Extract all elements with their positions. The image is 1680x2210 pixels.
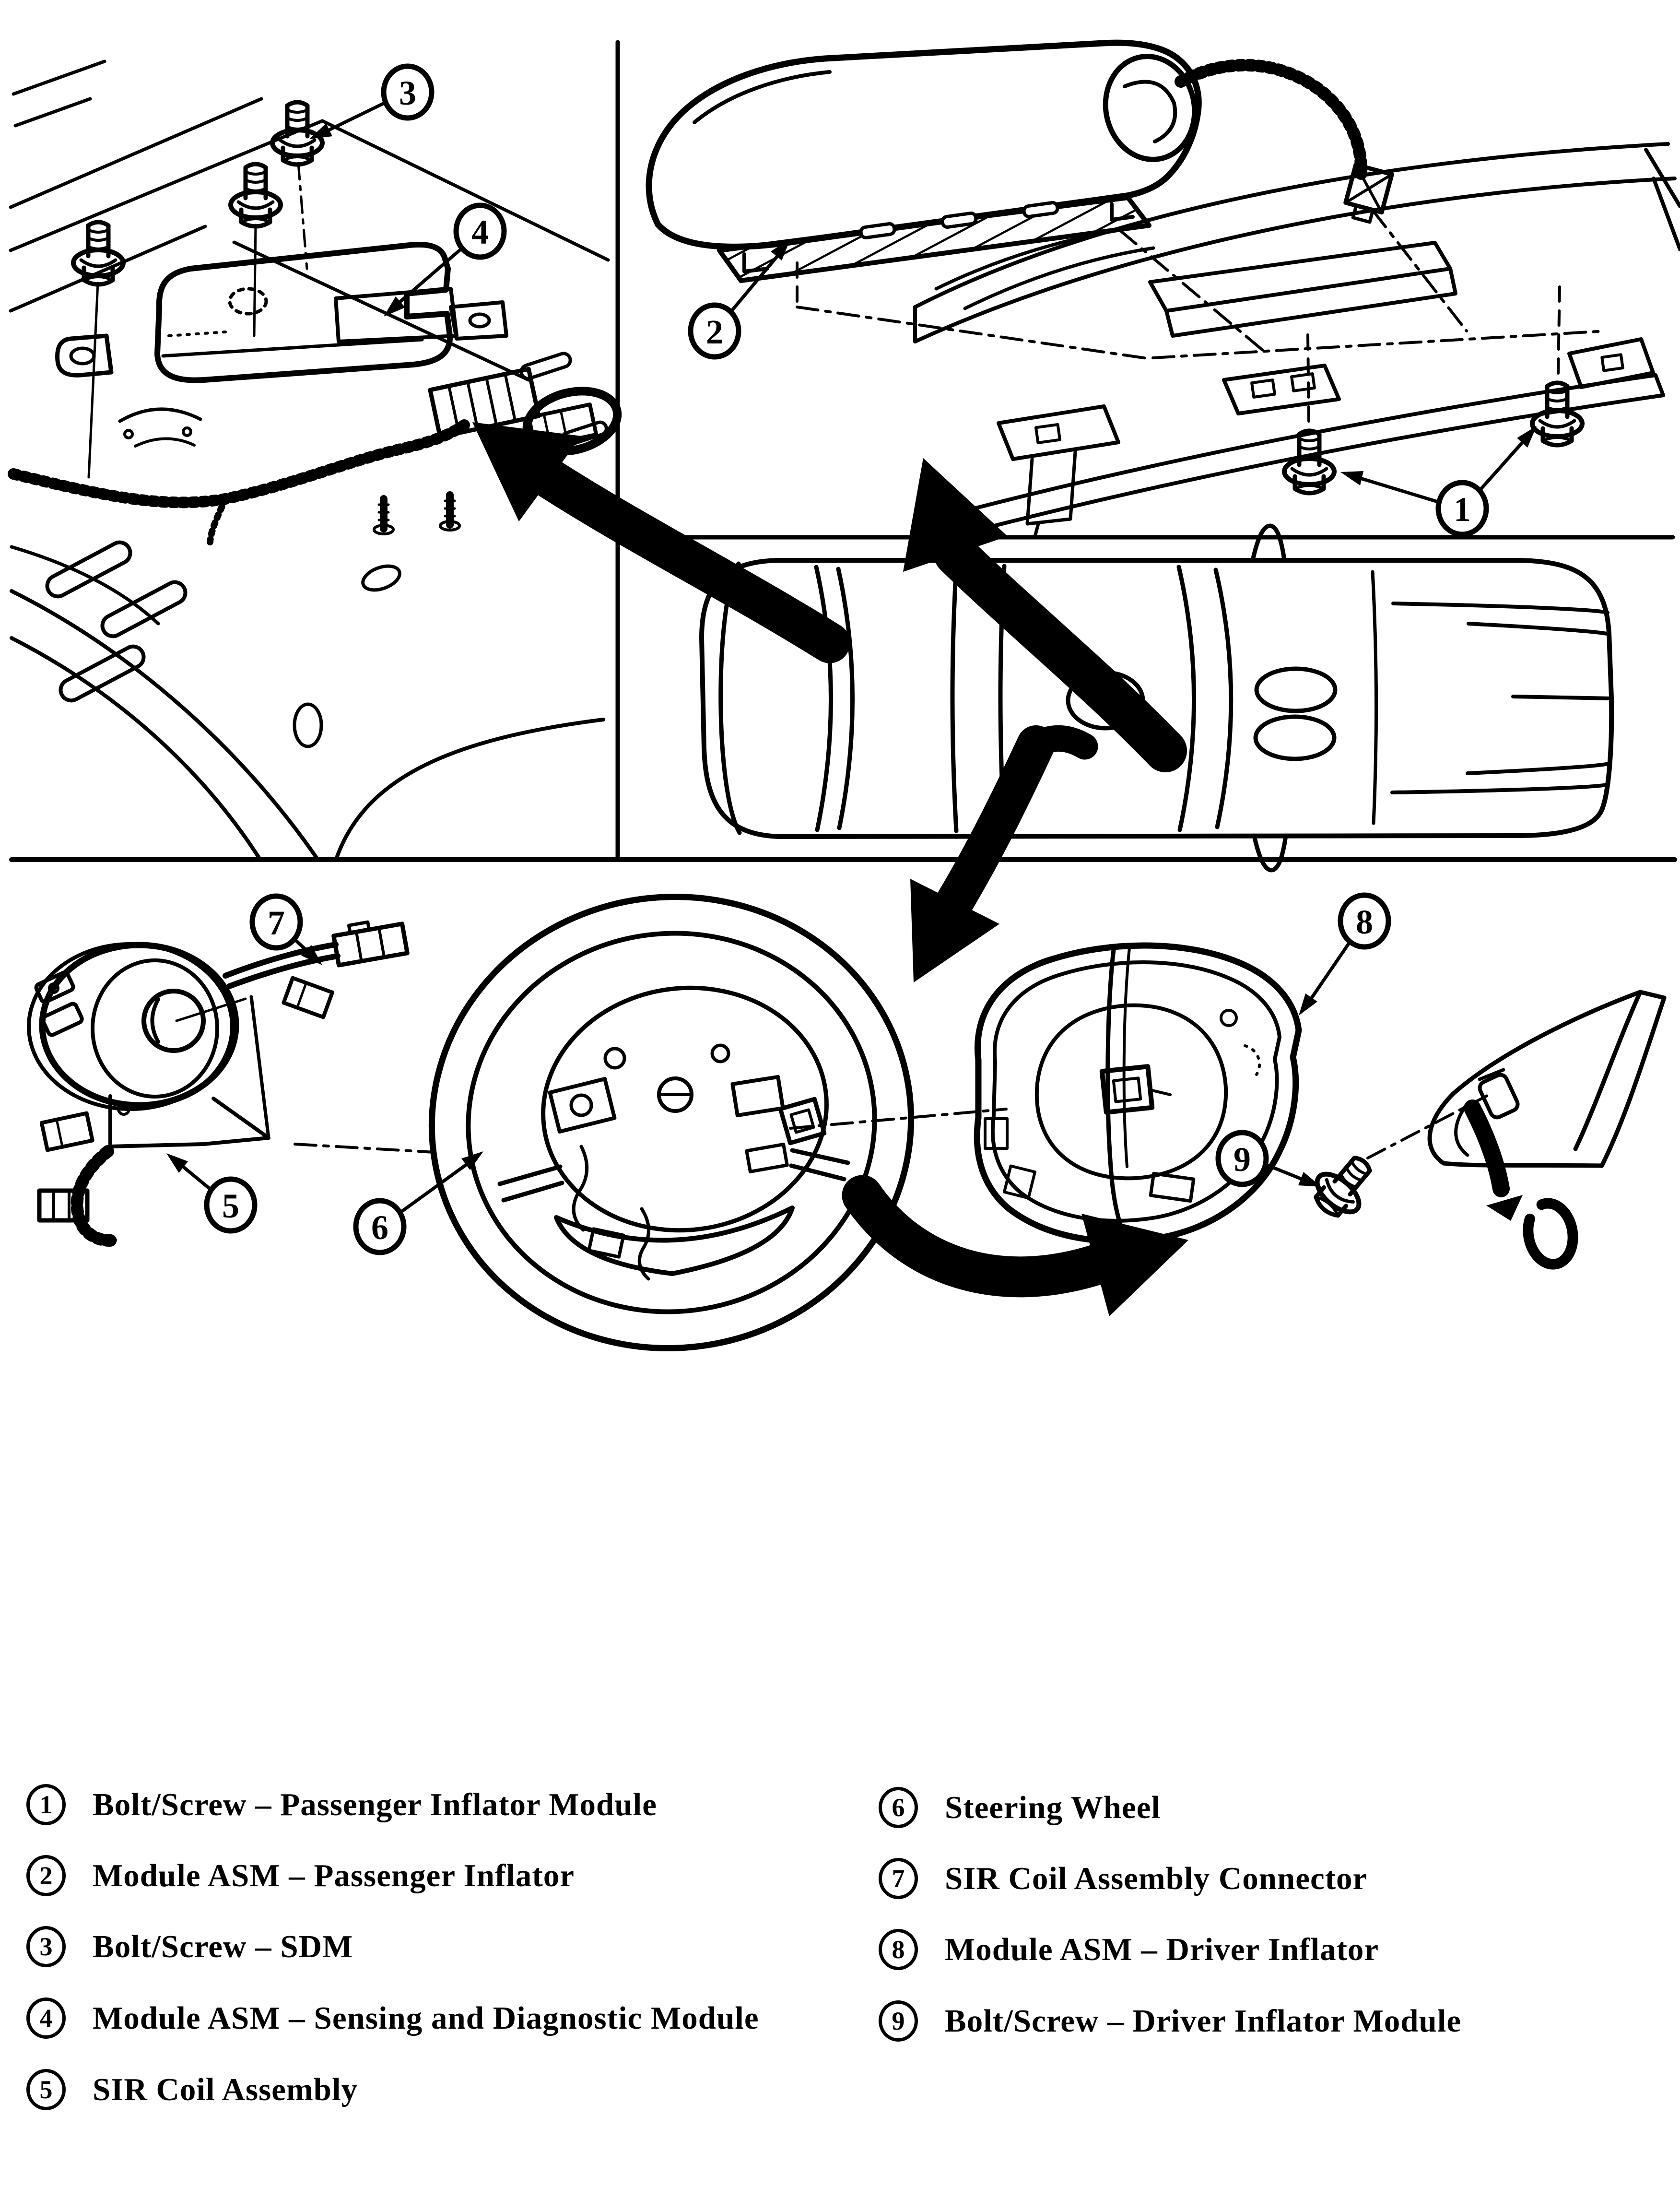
passenger-inflator-view [649, 43, 1680, 536]
legend-num-5: 5 [26, 2069, 66, 2110]
legend-label-5: SIR Coil Assembly [93, 2071, 358, 2107]
weld-stud [374, 499, 393, 534]
legend-item [26, 1783, 657, 1827]
legend-item [26, 1854, 575, 1898]
callout-8 [1299, 895, 1388, 1016]
legend-num-1: 1 [26, 1784, 66, 1825]
legend-item [879, 1785, 1161, 1830]
legend-item [26, 2068, 358, 2112]
arrow-to-sdm [472, 422, 830, 643]
coil-lower-harness [39, 1113, 115, 1241]
arrow-to-passenger-panel [903, 458, 1165, 751]
legend-num-3: 3 [26, 1926, 66, 1967]
callout-7-number: 7 [268, 904, 285, 942]
legend-item [26, 1925, 353, 1969]
legend-label-7: SIR Coil Assembly Connector [945, 1860, 1368, 1896]
legend-num-2: 2 [26, 1855, 66, 1896]
legend-label-6: Steering Wheel [945, 1789, 1161, 1825]
callout-1-number: 1 [1454, 490, 1471, 529]
callout-4-number: 4 [471, 213, 489, 251]
legend-num-8: 8 [879, 1929, 918, 1970]
callout-5-number: 5 [222, 1187, 239, 1225]
callout-3 [309, 66, 432, 139]
legend-item [879, 1927, 1379, 1972]
callout-9 [1218, 1133, 1321, 1187]
legend-label-2: Module ASM – Passenger Inflator [93, 1857, 575, 1893]
locator-arrows [472, 422, 1188, 1316]
legend-num-6: 6 [879, 1787, 918, 1828]
legend-item [879, 1999, 1461, 2043]
legend-item [26, 1996, 759, 2040]
legend-num-4: 4 [26, 1997, 66, 2039]
car-headrest [1257, 669, 1335, 711]
legend-item [879, 1856, 1367, 1901]
callout-3-number: 3 [399, 74, 416, 112]
callout-2-number: 2 [706, 313, 723, 351]
callout-8-number: 8 [1356, 903, 1373, 941]
passenger-harness [1181, 65, 1467, 331]
car-top-view [702, 526, 1611, 870]
legend-label-4: Module ASM – Sensing and Diagnostic Module [93, 2000, 759, 2036]
legend-label-3: Bolt/Screw – SDM [93, 1928, 353, 1964]
legend-label-9: Bolt/Screw – Driver Inflator Module [945, 2003, 1462, 2039]
callout-5 [166, 1153, 255, 1231]
floor-pan-lines [11, 61, 608, 624]
column-trim-panel [1430, 992, 1664, 1166]
legend-num-9: 9 [879, 2000, 918, 2042]
sdm-bolts [73, 102, 322, 477]
passenger-bolts [1284, 284, 1582, 493]
callout-9-number: 9 [1234, 1140, 1251, 1179]
legend-num-7: 7 [879, 1858, 918, 1899]
legend-label-8: Module ASM – Driver Inflator [945, 1931, 1379, 1967]
callout-6-number: 6 [371, 1208, 388, 1247]
driver-inflator-view [29, 870, 1664, 1376]
car-mirror [1253, 526, 1284, 560]
car-mirror [1254, 836, 1286, 870]
arrow-sweep-bottom [862, 1195, 1188, 1316]
car-headrest [1256, 717, 1334, 759]
legend-label-1: Bolt/Screw – Passenger Inflator Module [93, 1786, 657, 1822]
retainer-ring [1524, 1200, 1578, 1268]
passenger-module [649, 43, 1204, 281]
driver-module [977, 945, 1299, 1241]
weld-stud [440, 495, 459, 530]
